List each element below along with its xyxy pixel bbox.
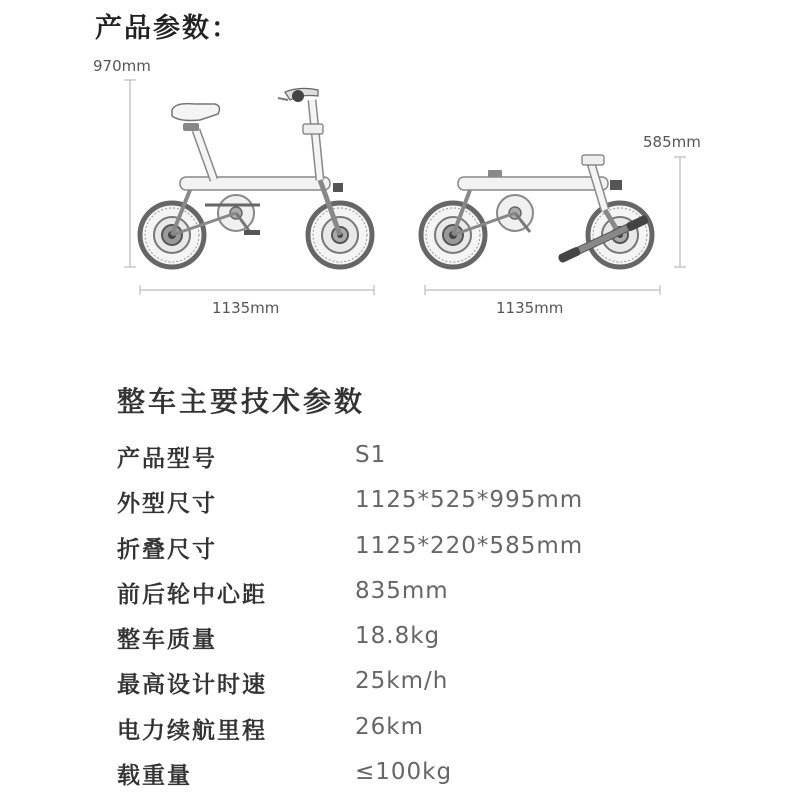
spec-key: 折叠尺寸	[117, 536, 217, 563]
spec-row-range	[117, 708, 717, 753]
height-unfolded-label: 970mm	[93, 57, 151, 75]
spec-key: 整车质量	[117, 627, 217, 654]
spec-table	[117, 436, 717, 798]
spec-row-model	[117, 436, 717, 481]
spec-row-dimensions	[117, 481, 717, 526]
spec-value: ≤100kg	[355, 759, 453, 786]
spec-key: 外型尺寸	[117, 491, 217, 518]
spec-row-max-speed	[117, 662, 717, 707]
spec-row-wheelbase	[117, 572, 717, 617]
spec-value: S1	[355, 442, 387, 468]
spec-value: 26km	[355, 713, 424, 740]
spec-key: 电力续航里程	[117, 717, 267, 744]
length-unfolded-label: 1135mm	[212, 299, 280, 317]
height-folded-label: 585mm	[643, 133, 701, 151]
spec-value: 1125*525*995mm	[355, 487, 584, 514]
spec-row-weight	[117, 617, 717, 662]
spec-row-load	[117, 753, 717, 798]
spec-key: 载重量	[117, 763, 192, 790]
spec-section-title: 整车主要技术参数	[117, 385, 366, 418]
page-title: 产品参数：	[95, 13, 240, 44]
spec-key: 前后轮中心距	[117, 581, 267, 608]
bike-diagrams	[0, 0, 800, 340]
spec-key: 产品型号	[117, 446, 217, 472]
folded-bike-illustration	[421, 155, 652, 267]
length-folded-label: 1135mm	[496, 299, 564, 317]
spec-value: 18.8kg	[355, 623, 441, 650]
spec-key: 最高设计时速	[117, 672, 267, 699]
spec-value: 25km/h	[355, 668, 449, 695]
spec-value: 835mm	[355, 577, 449, 604]
spec-row-folded-size	[117, 527, 717, 572]
spec-value: 1125*220*585mm	[355, 532, 584, 559]
unfolded-bike-illustration	[140, 88, 372, 267]
